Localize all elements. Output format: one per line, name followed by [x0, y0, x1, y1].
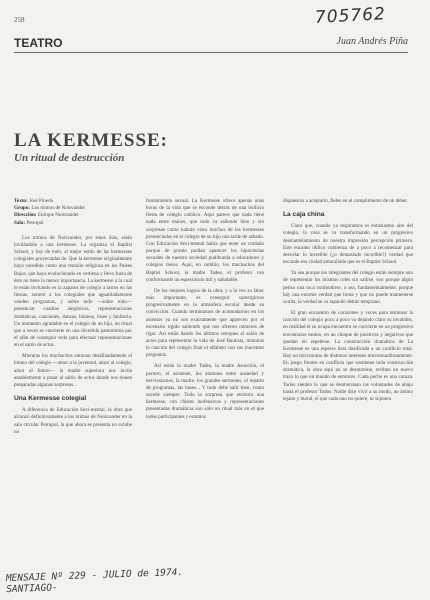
- credit-line: [14, 205, 132, 212]
- subhead: La caja china: [283, 211, 325, 219]
- paragraph: dispuestos a aceptarlo, fieles en el cumplimiento de un deber.: [283, 198, 408, 204]
- paragraph: Ya sea porque los integrantes del colegio están siempre uno de representar los mismos roles sin salirse, son porque algún petiso una toca confundirse, o sea, fundamentalmente, porque hay una enorme verdad que brota y que no puede mantenerse oculta, la verdad se va tapando detrás temprano.: [283, 270, 413, 305]
- article-subtitle: Un ritual de destrucción: [14, 152, 125, 164]
- credit-label: Grupo:: [14, 205, 31, 212]
- paragraph: Claro que, cuando ya respiramos el entusiasmo aire del colegio, la cosa se va transformando en un progresivo desmantelamiento de nuestra impresión percepción primera. Este encanto idílico comienza de a poco a recomenzar para desvelar lo increíble (¿o demasiado increíble?) verdad que esconde esa ciudad amurallada que es el Baptist School.: [283, 223, 413, 266]
- paragraph: De los mejores logros de la obra, y a la vez su labor más importante, es conseguir sumergirnos progresivamente en la atmósfera escolar desde su convicción. Cuando terminamos de acomodarnos en los asientos ya no son exactamente que aparecen por el escenario rígido sabiendo que nos ofrecen números de rigor. Así están dando los últimos retoques al salón de actos para representar la vida de José Bautista, mientras la canción del colegio final el alfabeto con sus inocentes preguntas.: [146, 287, 264, 359]
- credit-line: [14, 212, 132, 219]
- author-header: Juan Andrés Piña: [336, 36, 408, 47]
- handwritten-number: 705762: [314, 4, 387, 28]
- column-1: [14, 198, 132, 440]
- credit-label: Texto:: [14, 198, 28, 204]
- column-3: [283, 198, 413, 407]
- credit-label: Sala:: [14, 219, 26, 226]
- credit-line: [14, 220, 132, 227]
- article-title: LA KERMESSE:: [14, 130, 169, 151]
- paragraph: Así están la madre Tadea, la madre Asunción, el portero, el asistente, los alumnos entre ansiedad y nerviosismos, la madre, los grandes sermones, el reparto de programas, las bases... Y todo debe salir bien, como sucede siempre. Todo la sorpresa que encierra una kermesse, con chistes inofensivos y representaciones presentadas dramáticas son sólo un ritual más en el que todos participantes y estamos: [146, 363, 264, 420]
- paragraph: frontamiento sexual. La Kermesse ofrece apenas unas horas de la vida que se esconde detrás de una bullicio fiesta de colegio católico. Aquí parece que nada tiene nada entre manos, que todo va saliendo bien y sin sorpresas como habrán visto muchos de las kermesses presenciadas en el colegio de su hijo una tarde de sábado. Con Educación Sexi-mental había que tener un cuidado porque de pronto podían aparecer los hipocresías sexuales de nuestra sociedad pudibunda a educadores y colegios tiesos. Aquí, en cambio, los muchachos del Baptist School, la madre Tadea, el profesor van conformando un espectáculo útil y saludable.: [146, 198, 264, 283]
- credit-value: Los mimos de Noisvander: [31, 205, 86, 212]
- subhead: Una Kermesse colegial: [14, 395, 87, 403]
- handwritten-footer: MENSAJE Nº 229 - JULIO de 1974. SANTIAGO-: [5, 566, 184, 596]
- header-rule: [14, 52, 408, 53]
- credit-line: [14, 198, 132, 205]
- paragraph: El gran encuentro de corazones y voces para terminar la canción del colegio poco a poco va dejando claro su invalidez, en realidad el su ocupa encuentro se convierte en un progresivo encontrarse mutuo, en un choque de positivos y negativos que quedan en repelerse. La construcción dramática de La Kermesse es una especie lista dosificada a un conflicto total. Hay un microsomo de distintos intereses micromundiosamente. En juego frentes en conflicto que sostienen toda construcción dramática, la obra aquí no se desmorone, reciben un nuevo trazo lo que un mundo de entonces. Cada pecho es una coraza. Todos sienten lo que se desmoronan las voluntades de abajo hasta el profesor Todos. Nadie dice vivir a su modo, un ánimo lejano y moral, el que cada uno no quiere, ni siquiera: [283, 310, 413, 402]
- credit-label: Dirección:: [14, 212, 37, 219]
- paragraph: Los mimos de Noisvander, por estos días, están invitándole a una kermesse. La organiza el Baptist School, y hay de todo, al mejor estilo de las kermesses colegiales proyectadas de. Que la kermesse originalmente haya sucedido como una reunión religiosa en los Países Bajos, que haya evolucionado en verbena y llevo fuera de éste no tiene la menor importancia. La kermesse a la cual le están invitando es la zapatos de colegio a tarros en las fiestas, sonreír a los colegiales que aguardadamente venden programas, y sobre todo —sobre todo— presenciar cuadros alegóricos, representaciones dramáticas, canciones, danzas, himnos, bises y fanfarria. Un momento agradable en el colegio de un hijo, un ritual que a veces se convierte en una divertida pantomima por el afán de conseguir todo para efectuar representaciones en el salón de actos.: [14, 234, 132, 349]
- paragraph: A diferencia de Educación Sexi-mental, la obra que alcanzó definitivamente a los mimos de Noisvander en la sala circular Petropol, la que ahora se presenta no exhibe un: [14, 407, 132, 435]
- column-2: [146, 198, 264, 425]
- credit-value: Enrique Noisvander: [37, 212, 79, 219]
- credits: [14, 198, 132, 227]
- section-label: TEATRO: [14, 36, 63, 50]
- credit-value: José Pineda: [28, 198, 53, 204]
- credit-value: Petropol: [26, 219, 44, 226]
- page-number: 258: [14, 16, 25, 24]
- paragraph: Mientras los muchachos entonan desafinadamente el himno del colegio —amor a la juventud, amor al colegio, amor al futuro— la madre superiora nos invita amablemente a pasar al salón de actos donde nos tienen preparadas algunas sorpresas...: [14, 353, 132, 388]
